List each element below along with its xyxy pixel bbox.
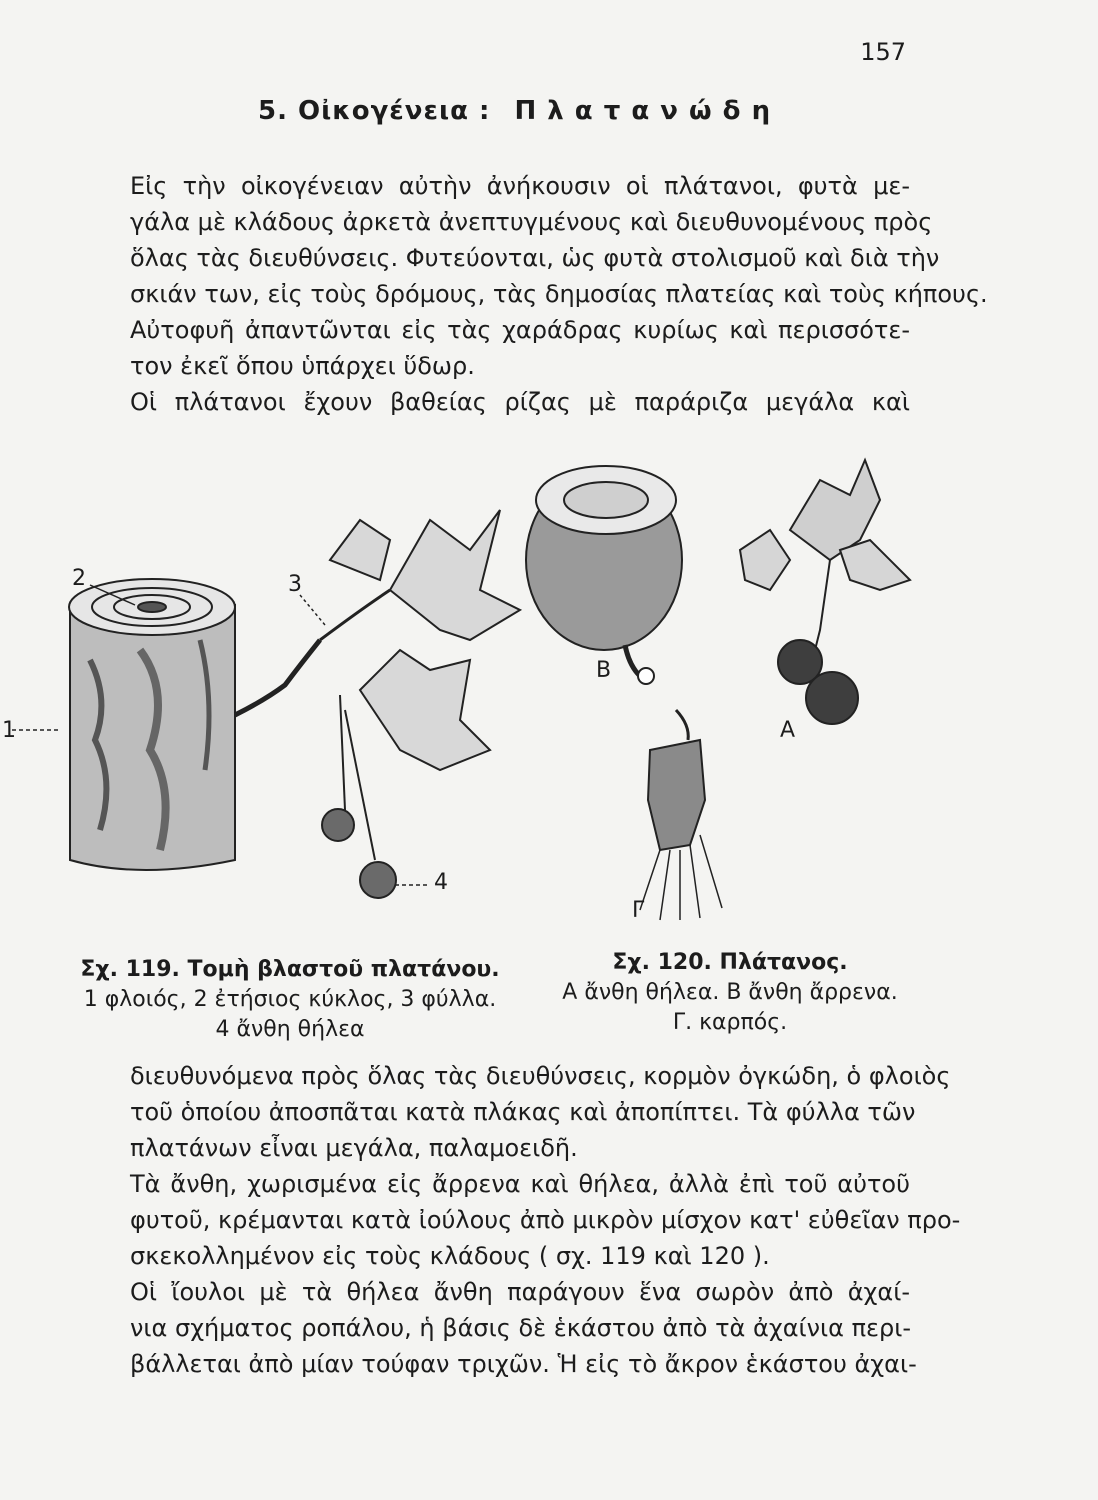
body-paragraph xyxy=(130,1058,961,1382)
female-flower-drawing xyxy=(740,460,910,724)
text-line: Οἱ ἴουλοι μὲ τὰ θήλεα ἄνθη παράγουν ἕνα σωρὸν ἀπὸ ἀχαί- xyxy=(130,1278,910,1306)
text-line: γάλα μὲ κλάδους ἀρκετὰ ἀνεπτυγμένους καὶ διευθυνομένους πρὸς xyxy=(130,208,933,236)
male-flower-drawing xyxy=(526,466,682,684)
text-line: Εἰς τὴν οἰκογένειαν αὐτὴν ἀνήκουσιν οἱ πλάτανοι, φυτὰ με- xyxy=(130,172,910,200)
caption-line: 4 ἄνθη θήλεα xyxy=(215,1017,365,1042)
text-line: σκεκολλημένον εἰς τοὺς κλάδους ( σχ. 119 καὶ 120 ). xyxy=(130,1242,770,1270)
text-line: τοῦ ὁποίου ἀποσπᾶται κατὰ πλάκας καὶ ἀποπίπτει. Τὰ φύλλα τῶν xyxy=(130,1098,916,1126)
heading-number: 5. Οἰκογένεια : xyxy=(258,96,491,126)
text-line: Τὰ ἄνθη, χωρισμένα εἰς ἄρρενα καὶ θήλεα, ἀλλὰ ἐπὶ τοῦ αὐτοῦ xyxy=(130,1170,910,1198)
fig119-label-3: 3 xyxy=(288,572,302,597)
caption-line: Γ. καρπός. xyxy=(672,1010,788,1035)
text-line: Οἱ πλάτανοι ἔχουν βαθείας ρίζας μὲ παράριζα μεγάλα καὶ xyxy=(130,388,910,416)
fig119-label-1: 1 xyxy=(2,718,16,743)
intro-paragraph xyxy=(130,168,988,420)
fig119-label-4: 4 xyxy=(434,870,448,895)
figure-119-caption xyxy=(80,955,500,1045)
caption-title: Σχ. 119. Τομὴ βλαστοῦ πλατάνου. xyxy=(80,957,500,982)
text-line: διευθυνόμενα πρὸς ὅλας τὰς διευθύνσεις, κορμὸν ὀγκώδη, ὁ φλοιὸς xyxy=(130,1062,951,1090)
section-heading xyxy=(258,96,771,126)
text-line: νια σχήματος ροπάλου, ἡ βάσις δὲ ἑκάστου ἀπὸ τὰ ἀχαίνια περι- xyxy=(130,1314,912,1342)
page-number: 157 xyxy=(860,38,906,66)
fig120-label-b: Β xyxy=(596,658,612,683)
text-line: βάλλεται ἀπὸ μίαν τούφαν τριχῶν. Ἡ εἰς τὸ ἄκρον ἑκάστου ἀχαι- xyxy=(130,1350,917,1378)
caption-line: Α ἄνθη θήλεα. Β ἄνθη ἄρρενα. xyxy=(562,980,898,1005)
figure-120-caption xyxy=(560,948,900,1038)
text-line: πλατάνων εἶναι μεγάλα, παλαμοειδῆ. xyxy=(130,1134,578,1162)
stem-section-drawing xyxy=(12,510,520,898)
caption-title: Σχ. 120. Πλάτανος. xyxy=(612,950,848,975)
fig120-label-g: Γ xyxy=(632,898,645,923)
botanical-illustrations xyxy=(0,440,1098,960)
text-line: σκιάν των, εἰς τοὺς δρόμους, τὰς δημοσίας πλατείας καὶ τοὺς κήπους. xyxy=(130,280,988,308)
fruit-drawing xyxy=(640,710,722,920)
text-line: ὅλας τὰς διευθύνσεις. Φυτεύονται, ὡς φυτὰ στολισμοῦ καὶ διὰ τὴν xyxy=(130,244,940,272)
text-line: Αὐτοφυῆ ἀπαντῶνται εἰς τὰς χαράδρας κυρίως καὶ περισσότε- xyxy=(130,316,910,344)
text-line: φυτοῦ, κρέμανται κατὰ ἰούλους ἀπὸ μικρὸν μίσχον κατ' εὐθεῖαν προ- xyxy=(130,1206,961,1234)
text-line: τον ἐκεῖ ὅπου ὑπάρχει ὕδωρ. xyxy=(130,352,475,380)
fig119-label-2: 2 xyxy=(72,566,86,591)
fig120-label-a: Α xyxy=(780,718,796,743)
heading-name: Π λ α τ α ν ώ δ η xyxy=(514,96,772,126)
caption-line: 1 φλοιός, 2 ἐτήσιος κύκλος, 3 φύλλα. xyxy=(83,987,497,1012)
